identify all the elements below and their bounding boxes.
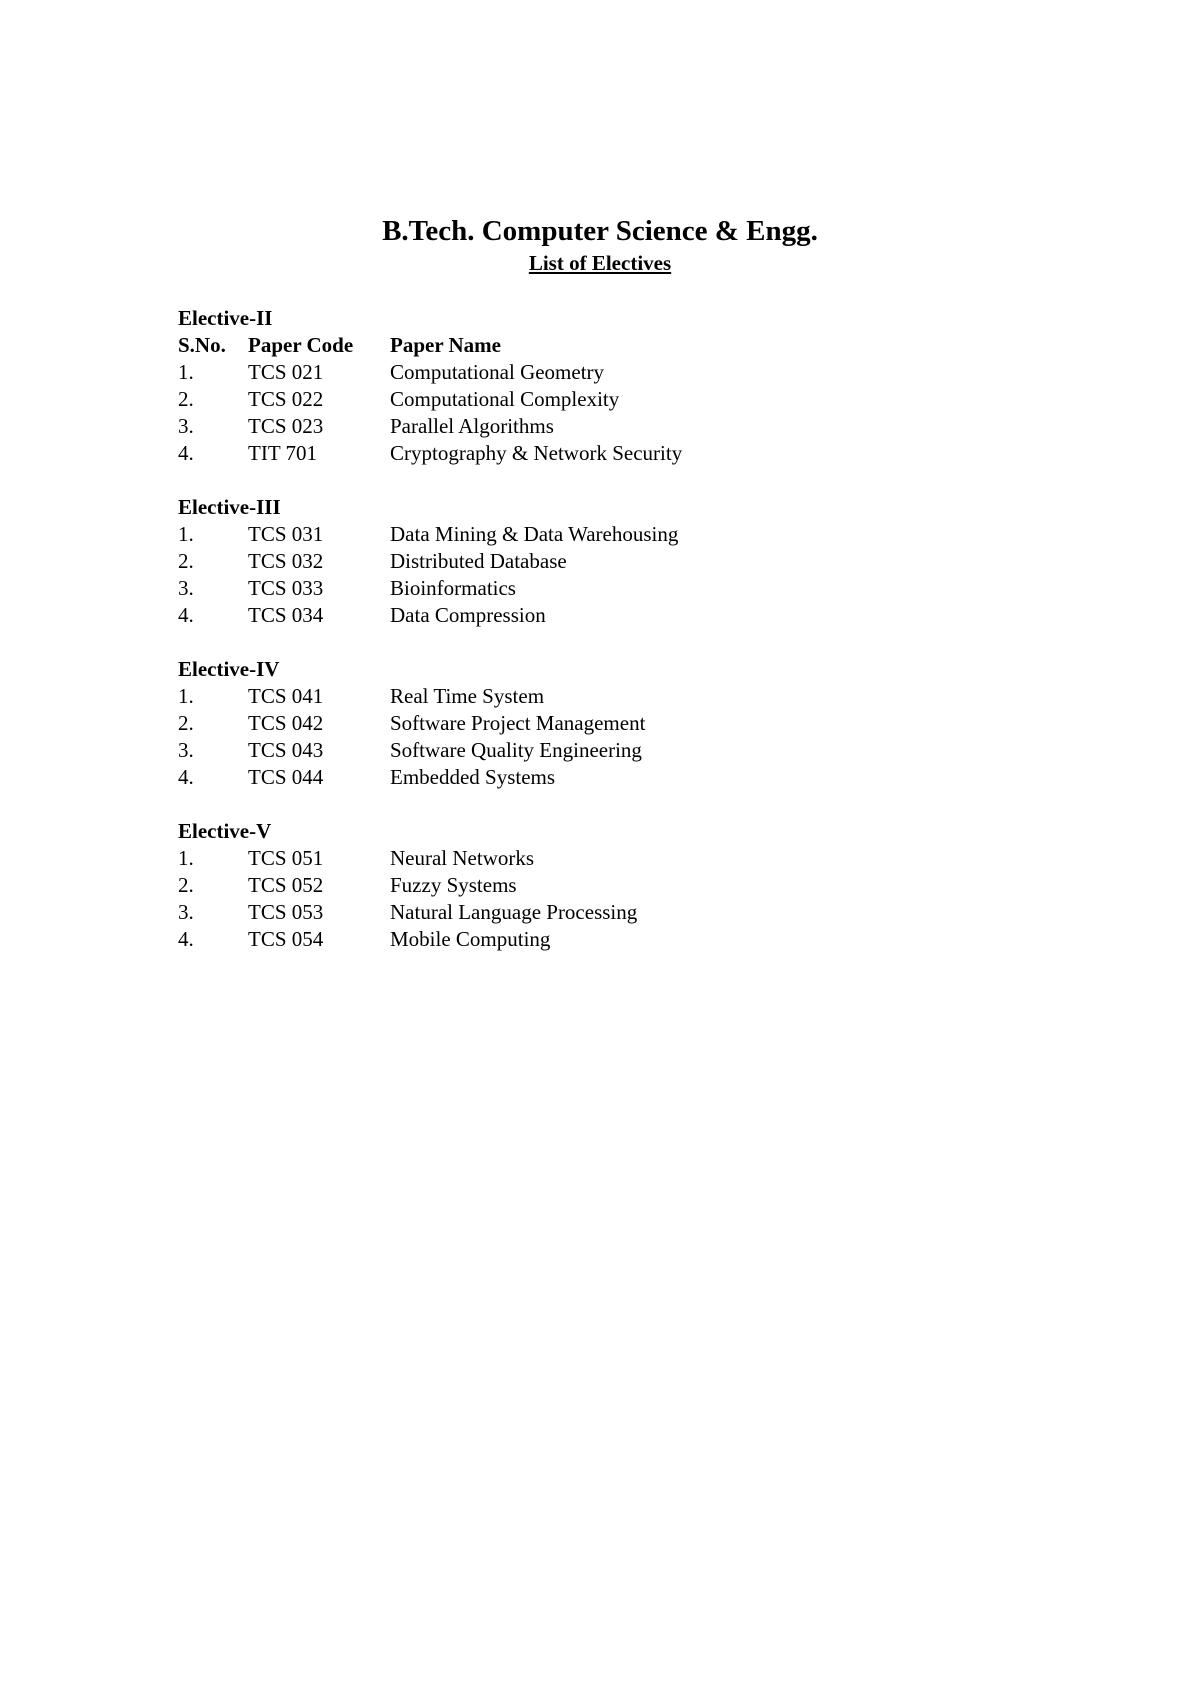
table-row (178, 386, 1078, 413)
row-paper-code: TCS 051 (248, 846, 324, 870)
row-paper-name: Neural Networks (390, 846, 535, 870)
row-paper-name: Data Compression (390, 603, 546, 627)
section-title: Elective-III (178, 495, 281, 519)
table-row (178, 521, 1078, 548)
table-row (178, 359, 1078, 386)
row-paper-code: TCS 044 (248, 765, 324, 789)
row-sno: 1. (178, 846, 194, 870)
row-paper-name: Real Time System (390, 684, 545, 708)
row-paper-code: TCS 042 (248, 711, 324, 735)
section-title: Elective-II (178, 306, 273, 330)
page-title: B.Tech. Computer Science & Engg. (382, 215, 818, 247)
table-row (178, 737, 1078, 764)
row-paper-code: TCS 052 (248, 873, 324, 897)
table-row (178, 926, 1078, 953)
section-title: Elective-V (178, 819, 272, 843)
row-sno: 2. (178, 549, 194, 573)
row-paper-code: TCS 021 (248, 360, 324, 384)
row-paper-name: Cryptography & Network Security (390, 441, 683, 465)
header-paper-name: Paper Name (390, 333, 501, 357)
row-paper-name: Computational Complexity (390, 387, 620, 411)
row-paper-name: Distributed Database (390, 549, 567, 573)
row-sno: 2. (178, 873, 194, 897)
row-paper-code: TCS 033 (248, 576, 324, 600)
row-paper-name: Computational Geometry (390, 360, 605, 384)
row-paper-code: TCS 054 (248, 927, 324, 951)
row-sno: 1. (178, 684, 194, 708)
elective-section (178, 494, 1078, 629)
table-row (178, 764, 1078, 791)
row-paper-code: TCS 031 (248, 522, 324, 546)
table-header-row (178, 332, 1078, 359)
row-paper-name: Parallel Algorithms (390, 414, 554, 438)
row-sno: 2. (178, 711, 194, 735)
page-subtitle (0, 250, 1200, 276)
row-sno: 3. (178, 414, 194, 438)
row-paper-code: TCS 032 (248, 549, 324, 573)
row-sno: 1. (178, 360, 194, 384)
elective-section (178, 656, 1078, 791)
row-paper-name: Mobile Computing (390, 927, 551, 951)
elective-section (178, 305, 1078, 467)
row-sno: 3. (178, 576, 194, 600)
table-row (178, 683, 1078, 710)
row-paper-name: Software Quality Engineering (390, 738, 642, 762)
page-subtitle-text: List of Electives (528, 251, 672, 275)
table-row (178, 602, 1078, 629)
row-sno: 2. (178, 387, 194, 411)
row-sno: 4. (178, 927, 194, 951)
row-paper-code: TCS 041 (248, 684, 324, 708)
row-sno: 4. (178, 441, 194, 465)
table-row (178, 899, 1078, 926)
header-paper-code: Paper Code (248, 333, 354, 357)
table-row (178, 413, 1078, 440)
row-paper-name: Natural Language Processing (390, 900, 638, 924)
table-row (178, 710, 1078, 737)
electives-list (178, 305, 1078, 980)
row-paper-code: TCS 043 (248, 738, 324, 762)
row-paper-code: TCS 053 (248, 900, 324, 924)
row-sno: 4. (178, 603, 194, 627)
table-row (178, 845, 1078, 872)
row-paper-code: TIT 701 (248, 441, 318, 465)
table-row (178, 548, 1078, 575)
table-row (178, 575, 1078, 602)
row-paper-code: TCS 023 (248, 414, 324, 438)
header-sno: S.No. (178, 333, 226, 357)
row-sno: 3. (178, 738, 194, 762)
row-sno: 3. (178, 900, 194, 924)
row-paper-name: Data Mining & Data Warehousing (390, 522, 679, 546)
row-sno: 4. (178, 765, 194, 789)
section-title: Elective-IV (178, 657, 280, 681)
row-paper-code: TCS 022 (248, 387, 324, 411)
table-row (178, 440, 1078, 467)
row-paper-name: Fuzzy Systems (390, 873, 517, 897)
row-sno: 1. (178, 522, 194, 546)
row-paper-name: Bioinformatics (390, 576, 516, 600)
row-paper-name: Software Project Management (390, 711, 646, 735)
row-paper-name: Embedded Systems (390, 765, 556, 789)
elective-section (178, 818, 1078, 953)
row-paper-code: TCS 034 (248, 603, 324, 627)
table-row (178, 872, 1078, 899)
